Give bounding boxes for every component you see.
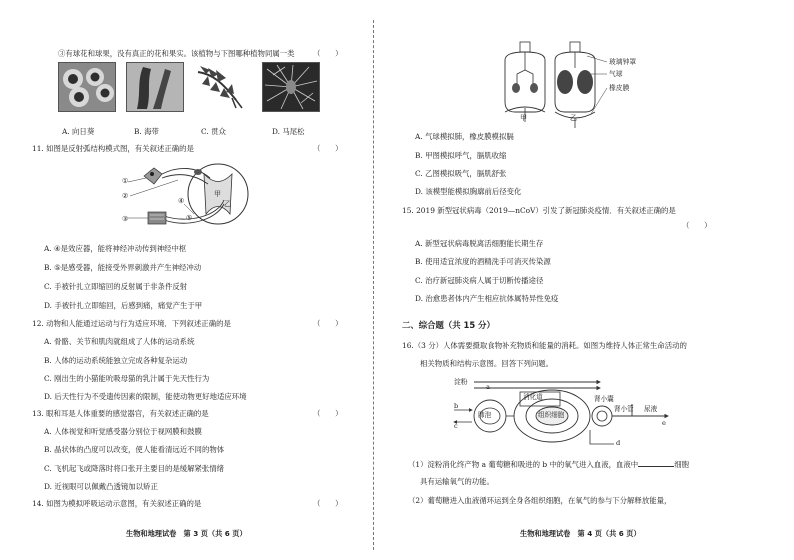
section-2-heading: 二、综合题（共 15 分）: [402, 320, 495, 330]
q16-sub1-pre: （1）淀粉消化终产物 a 葡萄糖和吸进的 b 中的氧气进入血液，血液中: [408, 460, 639, 469]
q15-text: 15. 2019 新型冠状病毒（2019—nCoV）引发了新冠肺炎疫情．有关叙述正确的是: [402, 206, 676, 215]
label-b: b: [454, 402, 459, 410]
q15-option-b: B. 使用适宜浓度的酒精洗手可消灭传染源: [415, 257, 551, 266]
pine-photo: [262, 62, 320, 112]
page-divider: [373, 20, 374, 550]
q12-text: 12. 动物和人能通过运动与行为适应环境．下列叙述正确的是: [32, 319, 231, 328]
label-digestive-tract: 消化道: [523, 393, 543, 401]
label-urine: 尿液: [644, 405, 658, 413]
human-metabolism-diagram: [450, 374, 670, 454]
q15-option-c: C. 治疗新冠肺炎病人属于切断传播途径: [415, 276, 544, 285]
label-yi: 乙: [570, 114, 577, 122]
label-rubber-membrane: 橡皮膜: [609, 84, 630, 92]
q16-sub1-post: 细胞: [674, 460, 689, 469]
q12-option-c: C. 刚出生的小猫能吮吸母猫的乳汁属于先天性行为: [44, 374, 210, 383]
label-yi: 乙: [224, 200, 231, 208]
option-d-pine: D. 马尾松: [272, 127, 305, 136]
label-5: ⑤: [186, 214, 193, 222]
label-4: ④: [178, 197, 185, 205]
q13-option-d: D. 近视眼可以佩戴凸透镜加以矫正: [44, 482, 158, 491]
q13-option-a: A. 人体视觉和听觉感受器分别位于视网膜和鼓膜: [44, 427, 202, 436]
q14-option-c: C. 乙图模拟吸气，膈肌舒张: [415, 169, 507, 178]
q10-item3-text: ③有球花和球果，没有真正的花和果实。该植物与下图哪种植物同属一类: [58, 49, 295, 58]
q16-line2: 相关物质和结构示意图。回答下列问题。: [420, 359, 554, 368]
option-a-sunflower: A. 向日葵: [62, 127, 95, 136]
q11-option-b: B. ⑤是感受器，能接受外界刺激并产生神经冲动: [44, 263, 202, 272]
label-c: c: [454, 422, 458, 430]
footer-left: 生物和地理试卷 第 3 页（共 6 页）: [126, 529, 247, 538]
label-balloon: 气球: [609, 70, 623, 78]
label-renal-capsule: 肾小囊: [594, 395, 614, 403]
label-1: ①: [122, 177, 129, 185]
q11-option-c: C. 手被针扎立即缩回的反射属于非条件反射: [44, 282, 188, 291]
q12-option-a: A. 骨骼、关节和肌肉就组成了人体的运动系统: [44, 337, 195, 346]
q11-option-a: A. ④是效应器，能将神经冲动传到神经中枢: [44, 244, 187, 253]
footer-right: 生物和地理试卷 第 4 页（共 6 页）: [520, 529, 641, 538]
q12-answer-paren: （ ）: [313, 319, 343, 328]
q15-option-d: D. 治愈患者体内产生相应抗体属特异性免疫: [415, 294, 559, 303]
fern-photo: [192, 62, 248, 110]
q14-text: 14. 如图为模拟呼吸运动示意图，有关叙述正确的是: [32, 499, 202, 508]
label-starch: 淀粉: [454, 378, 468, 386]
q16-line1: 16.（3 分）人体需要摄取食物补充物质和能量的消耗。如图为维持人体正常生命活动的: [402, 341, 687, 350]
label-tissue-cells: 组织细胞: [538, 411, 565, 419]
q13-text: 13. 眼和耳是人体重要的感觉器官，有关叙述正确的是: [32, 409, 209, 418]
option-c-fern: C. 贯众: [201, 127, 226, 136]
label-d: d: [616, 439, 621, 447]
q12-option-b: B. 人体的运动系统能独立完成各种复杂运动: [44, 356, 188, 365]
q14-option-a: A. 气球模拟肺，橡皮膜模拟膈: [415, 132, 514, 141]
q10-answer-paren: （ ）: [313, 49, 343, 58]
label-a: a: [486, 383, 490, 391]
q16-sub1: [408, 460, 689, 470]
q16-sub1-blank[interactable]: [638, 460, 674, 467]
breathing-model-diagram: [495, 40, 637, 130]
q16-sub1-line2: 具有运输氧气的功能。: [420, 477, 494, 486]
label-glass-bell: 玻璃钟罩: [609, 58, 637, 66]
q14-option-d: D. 该模型能模拟胸廓前后径变化: [415, 187, 522, 196]
kelp-photo: [126, 62, 184, 112]
label-2: ②: [122, 192, 129, 200]
q14-answer-paren: （ ）: [313, 499, 343, 508]
q11-option-d: D. 手被针扎立即缩回，后感到痛，痛觉产生于甲: [44, 301, 203, 310]
label-renal-tubule: 肾小管: [614, 405, 634, 413]
q15-answer-paren: （ ）: [682, 221, 712, 230]
label-jia: 甲: [520, 114, 527, 122]
q16-sub2: （2）葡萄糖进入血液循环运到全身各组织细胞，在氧气的参与下分解释放能量，: [408, 496, 672, 505]
sunflower-photo: [58, 62, 116, 112]
reflex-arc-diagram: [118, 160, 258, 232]
q11-text: 11. 如图是反射弧结构模式图，有关叙述正确的是: [32, 144, 194, 153]
label-jia: 甲: [214, 190, 221, 198]
q13-answer-paren: （ ）: [313, 409, 343, 418]
label-alveoli: 肺泡: [478, 411, 492, 419]
q14-option-b: B. 甲图模拟呼气，膈肌收缩: [415, 151, 507, 160]
q11-answer-paren: （ ）: [313, 144, 343, 153]
option-b-kelp: B. 海带: [134, 127, 159, 136]
label-3: ③: [122, 215, 129, 223]
label-e: e: [662, 419, 666, 427]
q13-option-c: C. 飞机起飞或降落时将口张开主要目的是缓解紧张情绪: [44, 464, 225, 473]
q15-option-a: A. 新型冠状病毒脱离活细胞能长期生存: [415, 239, 544, 248]
q13-option-b: B. 晶状体的凸度可以改变，使人能看清远近不同的物体: [44, 445, 225, 454]
q12-option-d: D. 后天性行为不受遗传因素的限制，能使动物更好地适应环境: [44, 392, 247, 401]
